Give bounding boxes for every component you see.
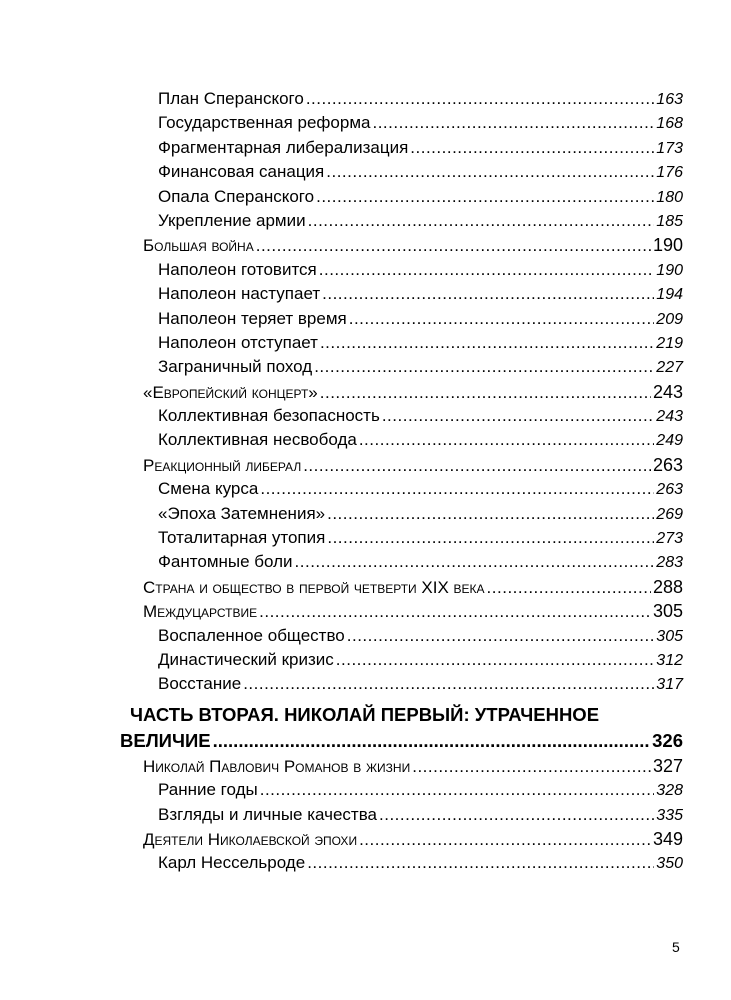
toc-chapter-entry — [143, 599, 683, 623]
toc-entry-page: 305 — [656, 627, 683, 645]
dot-leader — [412, 755, 651, 779]
toc-chapter-entry — [143, 453, 683, 477]
toc-entry-title: Наполеон наступает — [158, 284, 321, 304]
toc-entry-title: Наполеон теряет время — [158, 308, 347, 328]
toc-entry-title: Карл Нессельроде — [158, 853, 306, 873]
toc-entry-title: Фантомные боли — [158, 552, 293, 572]
toc-entry-title: Ранние годы — [158, 780, 258, 800]
dot-leader — [256, 234, 651, 258]
table-of-contents — [0, 87, 731, 876]
toc-entry-page: 249 — [656, 432, 683, 450]
toc-entry-title: Тоталитарная утопия — [158, 528, 326, 548]
toc-entry-title: Укрепление армии — [158, 210, 306, 230]
toc-entry-title: Страна и общество в первой четверти XIX века — [143, 577, 485, 597]
toc-entry-page: 185 — [656, 212, 683, 230]
toc-subsection-entry — [158, 778, 683, 802]
toc-entry-page: 190 — [656, 261, 683, 279]
dot-leader — [326, 160, 654, 184]
dot-leader — [308, 209, 655, 233]
dot-leader — [307, 851, 654, 875]
toc-entry-title: Николай Павлович Романов в жизни — [143, 756, 411, 776]
toc-chapter-entry — [143, 827, 683, 851]
toc-entry-title: Финансовая санация — [158, 162, 325, 182]
toc-subsection-entry — [158, 209, 683, 233]
toc-entry-title: Реакционный либерал — [143, 455, 302, 475]
toc-subsection-entry — [158, 111, 683, 135]
toc-entry-page: 176 — [656, 164, 683, 182]
dot-leader — [303, 454, 651, 478]
toc-subsection-entry — [158, 428, 683, 452]
toc-entry-page: 173 — [656, 139, 683, 157]
toc-section-after-part — [0, 754, 731, 876]
toc-entry-page: 283 — [656, 554, 683, 572]
dot-leader — [320, 381, 651, 405]
toc-subsection-entry — [158, 160, 683, 184]
toc-entry-title: План Сперанского — [158, 89, 304, 108]
toc-entry-page: 263 — [652, 454, 683, 475]
toc-entry-page: 243 — [652, 381, 683, 402]
dot-leader — [382, 404, 654, 428]
toc-entry-title: Междуцарствие — [143, 602, 258, 622]
toc-entry-title: Смена курса — [158, 479, 259, 499]
toc-entry-page: 163 — [656, 91, 683, 108]
toc-subsection-entry — [158, 404, 683, 428]
toc-entry-page: 209 — [656, 310, 683, 328]
toc-entry-title: «Европейский концерт» — [143, 382, 318, 402]
dot-leader — [322, 282, 654, 306]
toc-entry-title: Наполеон готовится — [158, 259, 317, 279]
part-heading-line2 — [120, 727, 683, 754]
toc-subsection-entry — [158, 624, 683, 648]
part-heading — [120, 703, 683, 754]
dot-leader — [316, 185, 654, 209]
toc-entry-title: Деятели Николаевской эпохи — [143, 829, 358, 849]
toc-entry-title: Фрагментарная либерализация — [158, 137, 409, 157]
toc-entry-page: 243 — [656, 408, 683, 426]
toc-chapter-entry — [143, 575, 683, 599]
dot-leader — [306, 87, 654, 111]
toc-chapter-entry — [143, 233, 683, 257]
toc-subsection-entry — [158, 502, 683, 526]
toc-entry-page: 219 — [656, 334, 683, 352]
toc-entry-page: 194 — [656, 286, 683, 304]
toc-subsection-entry — [158, 477, 683, 501]
toc-entry-page: 263 — [656, 481, 683, 499]
page-number: 5 — [672, 939, 680, 955]
toc-subsection-entry — [158, 526, 683, 550]
toc-entry-page: 327 — [652, 755, 683, 776]
toc-entry-title: Взгляды и личные качества — [158, 804, 378, 824]
dot-leader — [213, 727, 651, 754]
part-page-number: 326 — [652, 729, 683, 751]
dot-leader — [320, 331, 654, 355]
part-heading-line1: ЧАСТЬ ВТОРАЯ. НИКОЛАЙ ПЕРВЫЙ: УТРАЧЕННОЕ — [130, 703, 600, 725]
toc-entry-title: Большая война — [143, 236, 254, 256]
dot-leader — [349, 307, 655, 331]
toc-chapter-entry — [143, 380, 683, 404]
toc-chapter-entry — [143, 754, 683, 778]
toc-section-before-part — [0, 87, 731, 697]
toc-entry-page: 273 — [656, 530, 683, 548]
toc-subsection-entry — [158, 87, 683, 111]
toc-entry-page: 227 — [656, 359, 683, 377]
toc-subsection-entry — [158, 550, 683, 574]
toc-entry-title: «Эпоха Затемнения» — [158, 503, 326, 523]
toc-entry-page: 168 — [656, 115, 683, 133]
dot-leader — [314, 355, 654, 379]
dot-leader — [260, 477, 654, 501]
dot-leader — [487, 576, 651, 600]
toc-entry-title: Государственная реформа — [158, 113, 371, 133]
dot-leader — [359, 828, 651, 852]
dot-leader — [260, 778, 655, 802]
toc-subsection-entry — [158, 355, 683, 379]
toc-entry-title: Династический кризис — [158, 649, 334, 669]
toc-entry-page: 180 — [656, 188, 683, 206]
toc-subsection-entry — [158, 851, 683, 875]
toc-entry-title: Коллективная несвобода — [158, 430, 357, 450]
toc-entry-page: 190 — [652, 235, 683, 256]
toc-entry-title: Коллективная безопасность — [158, 406, 380, 426]
toc-subsection-entry — [158, 803, 683, 827]
toc-entry-title: Наполеон отступает — [158, 332, 318, 352]
toc-entry-page: 349 — [652, 828, 683, 849]
toc-subsection-entry — [158, 331, 683, 355]
dot-leader — [359, 428, 654, 452]
dot-leader — [379, 803, 654, 827]
dot-leader — [327, 502, 654, 526]
toc-entry-title: Опала Сперанского — [158, 186, 315, 206]
toc-subsection-entry — [158, 672, 683, 696]
toc-entry-page: 312 — [656, 651, 683, 669]
toc-subsection-entry — [158, 185, 683, 209]
part-heading-title: ВЕЛИЧИЕ — [120, 729, 211, 751]
dot-leader — [327, 526, 654, 550]
toc-subsection-entry — [158, 282, 683, 306]
toc-entry-page: 350 — [656, 855, 683, 873]
dot-leader — [347, 624, 655, 648]
toc-entry-title: Восстание — [158, 674, 242, 694]
dot-leader — [410, 136, 654, 160]
toc-entry-page: 317 — [656, 676, 683, 694]
toc-subsection-entry — [158, 307, 683, 331]
toc-subsection-entry — [158, 258, 683, 282]
toc-entry-title: Воспаленное общество — [158, 625, 345, 645]
toc-subsection-entry — [158, 136, 683, 160]
toc-entry-page: 328 — [656, 782, 683, 800]
toc-subsection-entry — [158, 648, 683, 672]
dot-leader — [336, 648, 655, 672]
toc-entry-page: 288 — [652, 576, 683, 597]
dot-leader — [243, 672, 654, 696]
dot-leader — [319, 258, 655, 282]
dot-leader — [295, 550, 655, 574]
dot-leader — [372, 111, 654, 135]
toc-entry-page: 305 — [652, 601, 683, 622]
toc-entry-page: 269 — [656, 505, 683, 523]
toc-entry-page: 335 — [656, 806, 683, 824]
toc-entry-title: Заграничный поход — [158, 357, 313, 377]
dot-leader — [259, 600, 651, 624]
